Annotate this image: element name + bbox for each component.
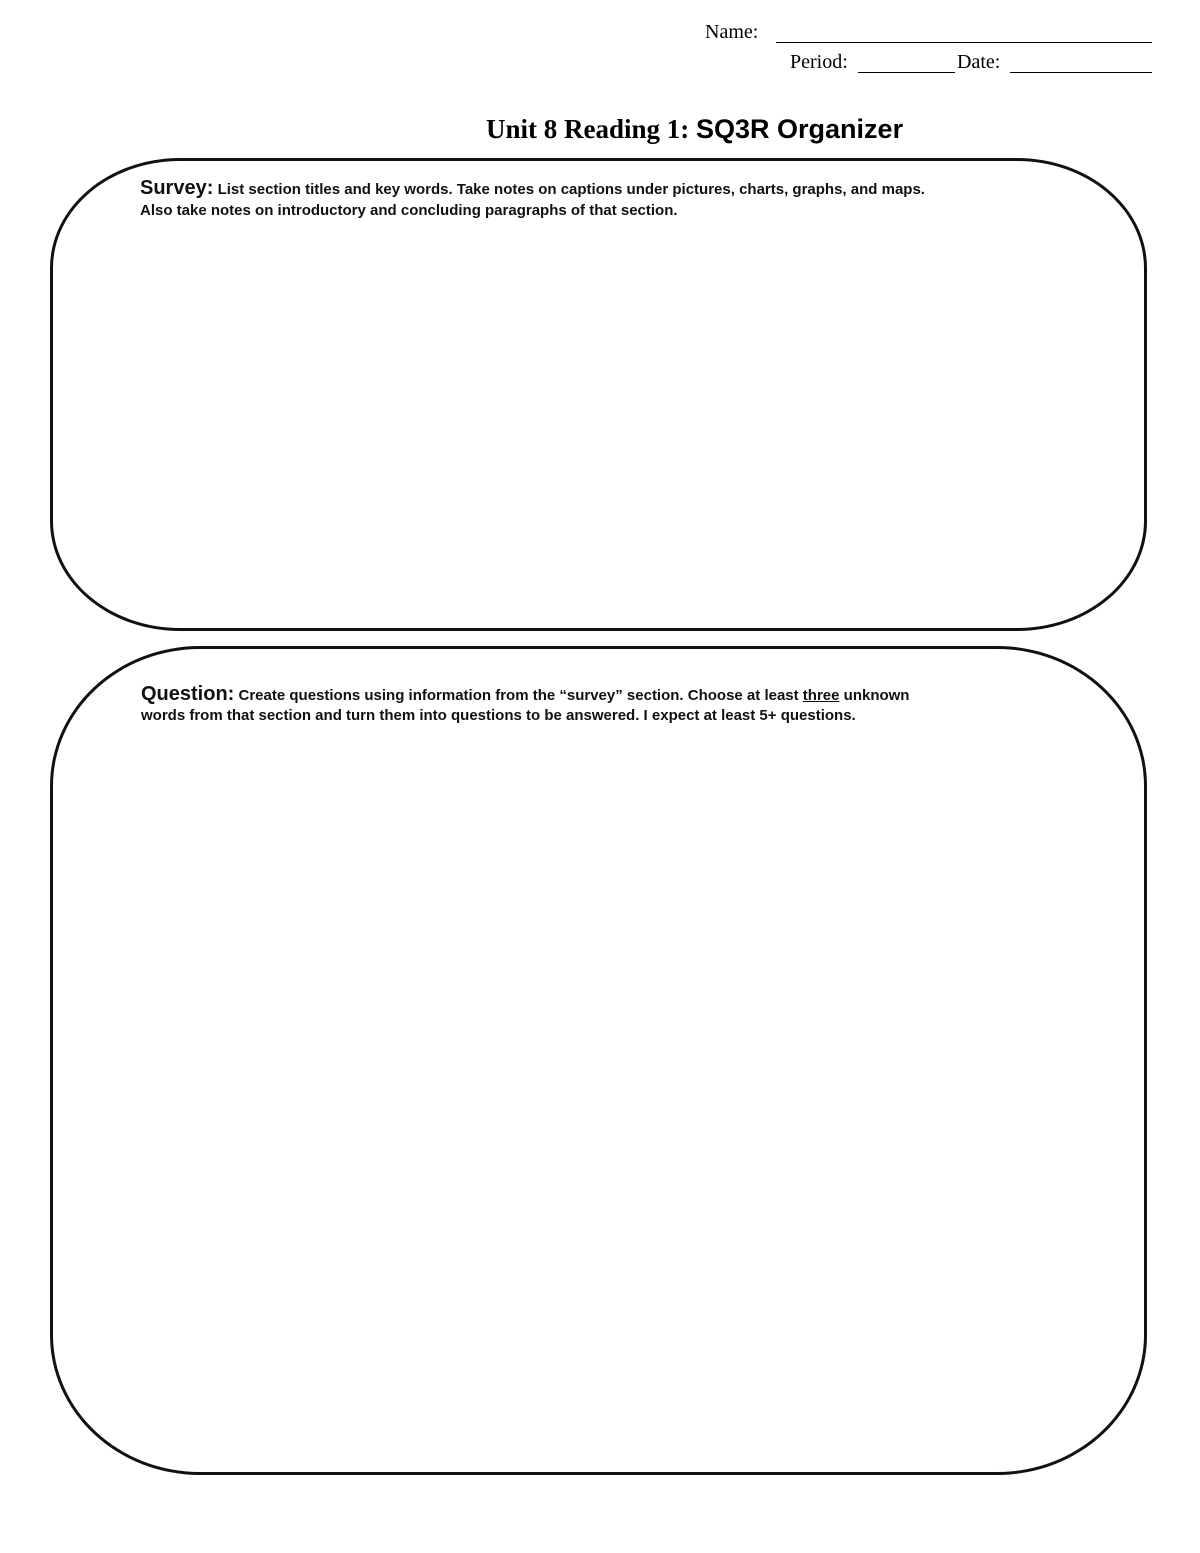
- page-title-organizer: SQ3R Organizer: [696, 114, 904, 144]
- survey-heading: Survey: [140, 177, 207, 199]
- page-title-unit: Unit 8 Reading 1:: [486, 114, 697, 144]
- question-emphasis: three: [802, 687, 840, 704]
- page-title: [486, 112, 903, 146]
- question-box[interactable]: [50, 646, 1147, 1475]
- question-heading: Question: [141, 683, 228, 705]
- date-field[interactable]: [1010, 72, 1152, 73]
- period-field[interactable]: [858, 72, 955, 73]
- survey-instruction-line2: Also take notes on introductory and concluding paragraphs of that section.: [140, 202, 678, 219]
- name-label: Name:: [705, 21, 759, 43]
- date-label: Date:: [957, 51, 1001, 73]
- survey-instructions: [140, 178, 1040, 221]
- question-instructions: [141, 684, 1041, 726]
- question-heading-colon: :: [227, 683, 235, 705]
- question-instruction-line2: words from that section and turn them into questions to be answered. I expect at least 5+ questions.: [141, 707, 856, 724]
- survey-instruction-line1: List section titles and key words. Take notes on captions under pictures, charts, graphs, and maps.: [217, 181, 925, 198]
- period-label: Period:: [790, 51, 848, 73]
- survey-heading-colon: :: [206, 177, 214, 199]
- name-field[interactable]: [776, 42, 1152, 43]
- question-instruction-text-end: unknown: [839, 687, 910, 704]
- question-instruction-text: Create questions using information from the “survey” section. Choose at least: [238, 687, 803, 704]
- survey-box[interactable]: [50, 158, 1147, 631]
